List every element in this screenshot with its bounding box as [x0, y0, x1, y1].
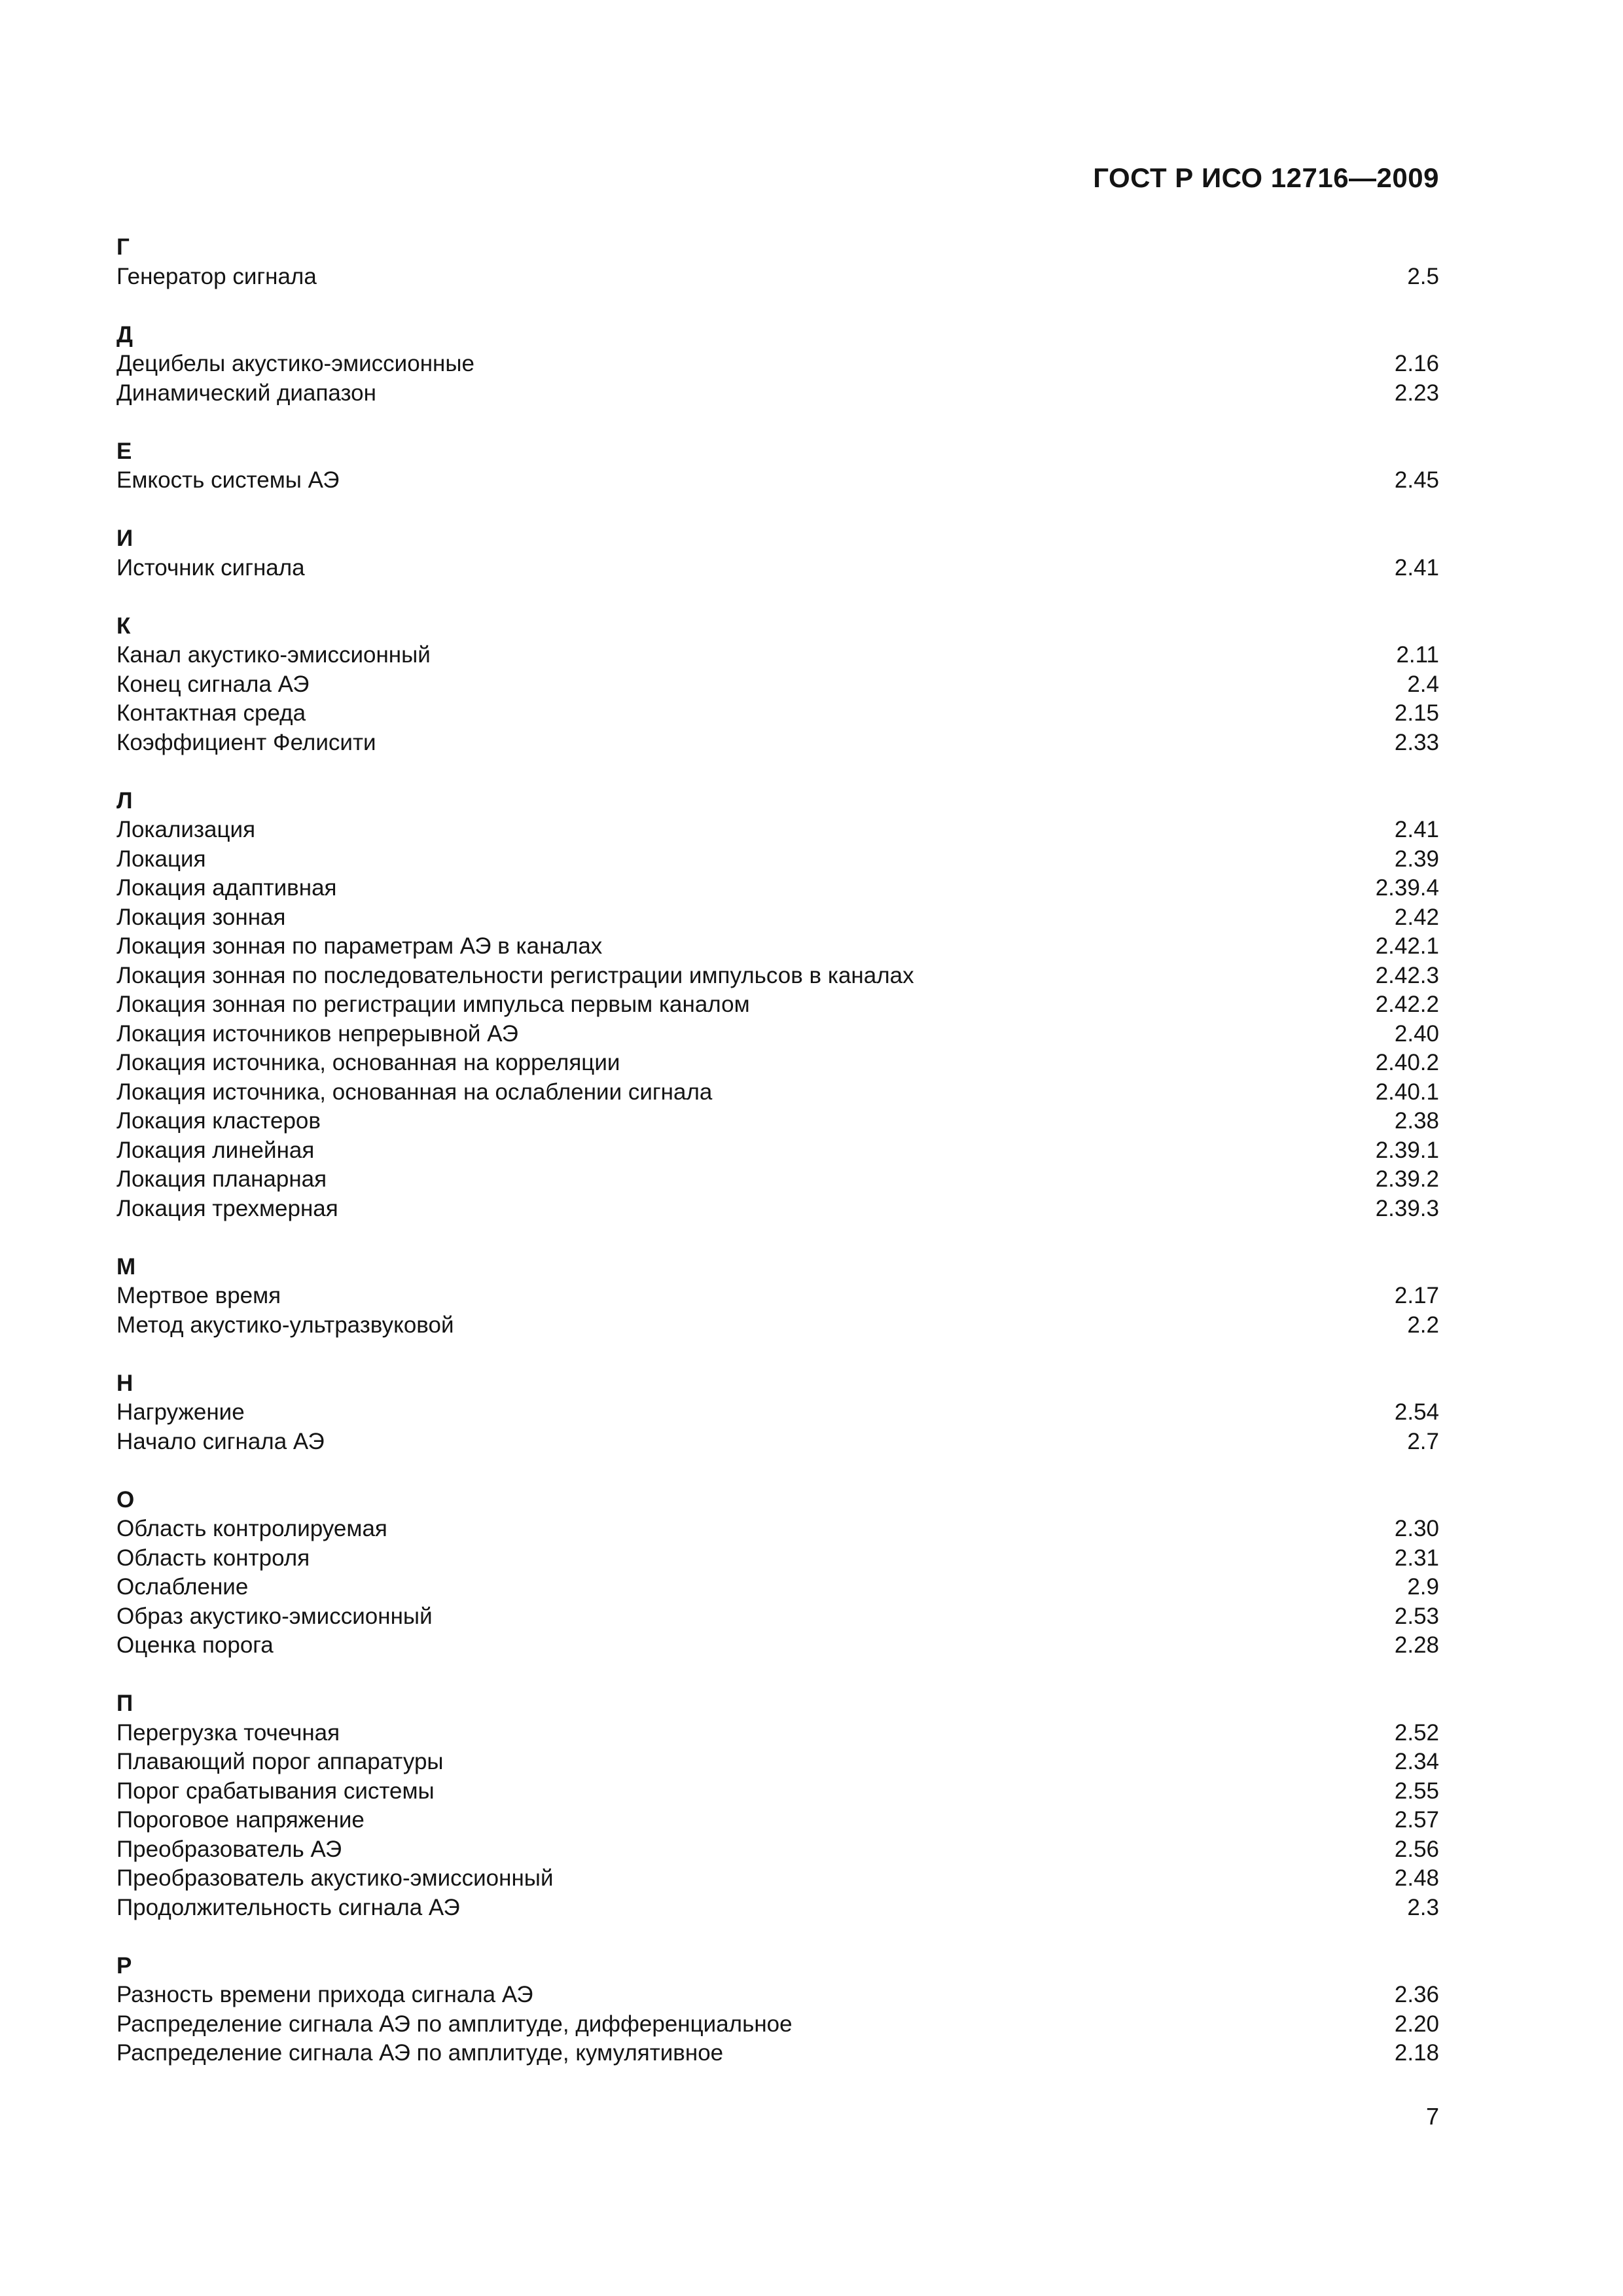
entry-term: Преобразователь акустико-эмиссионный — [116, 1865, 554, 1891]
entry-reference: 2.39 — [1394, 846, 1439, 872]
entry-reference: 2.42.3 — [1375, 962, 1439, 988]
entry-term: Источник сигнала — [116, 554, 305, 581]
entry-reference: 2.53 — [1394, 1603, 1439, 1629]
entry-term: Ослабление — [116, 1574, 249, 1600]
index-entry — [116, 1515, 1439, 1544]
section-letter: Л — [116, 787, 133, 814]
index-section — [116, 1689, 1439, 1922]
index-entry — [116, 1398, 1439, 1427]
entry-reference: 2.40 — [1394, 1020, 1439, 1047]
section-letter: Е — [116, 438, 132, 464]
section-letter: Н — [116, 1370, 134, 1396]
entry-reference: 2.11 — [1396, 642, 1439, 668]
index-entry — [116, 1893, 1439, 1923]
section-letter: Р — [116, 1952, 132, 1979]
index-section — [116, 787, 1439, 1224]
index-entry — [116, 1194, 1439, 1224]
entry-term: Область контролируемая — [116, 1516, 387, 1541]
index-entry — [116, 1107, 1439, 1136]
entry-term: Канал акустико-эмиссионный — [116, 642, 431, 668]
index-section — [116, 437, 1439, 495]
index-section — [116, 233, 1439, 291]
page-number: 7 — [1425, 2103, 1439, 2130]
entry-term: Порог срабатывания системы — [116, 1778, 435, 1804]
entry-reference: 2.40.2 — [1375, 1050, 1439, 1075]
entry-reference: 2.39.1 — [1375, 1137, 1439, 1163]
entry-reference: 2.33 — [1394, 729, 1439, 755]
entry-term: Перегрузка точечная — [116, 1719, 340, 1746]
entry-reference: 2.17 — [1394, 1283, 1439, 1308]
index-entry — [116, 932, 1439, 961]
entry-reference: 2.42.2 — [1375, 992, 1439, 1017]
entry-reference: 2.41 — [1394, 554, 1439, 581]
index-entry — [116, 961, 1439, 991]
entry-term: Динамический диапазон — [116, 380, 376, 406]
entry-reference: 2.45 — [1394, 467, 1439, 493]
entry-reference: 2.34 — [1394, 1749, 1439, 1774]
index-entry — [116, 990, 1439, 1020]
entry-term: Область контроля — [116, 1545, 310, 1571]
index-entry — [116, 1282, 1439, 1311]
entry-term: Генератор сигнала — [116, 263, 317, 289]
entry-term: Локация линейная — [116, 1137, 315, 1163]
section-letter: П — [116, 1691, 134, 1716]
index-entry — [116, 1835, 1439, 1865]
section-letter: Д — [116, 321, 133, 348]
entry-reference: 2.3 — [1407, 1894, 1439, 1920]
index-entry — [116, 728, 1439, 758]
index-entry — [116, 1078, 1439, 1107]
index-entry — [116, 699, 1439, 728]
index-entry — [116, 1136, 1439, 1166]
entry-reference: 2.30 — [1394, 1516, 1439, 1541]
entry-reference: 2.18 — [1394, 2040, 1439, 2066]
entry-term: Локация зонная по параметрам АЭ в каналах — [116, 933, 603, 959]
entry-term: Локация трехмерная — [116, 1195, 338, 1221]
alphabetical-index — [116, 233, 1439, 2097]
entry-reference: 2.52 — [1394, 1719, 1439, 1746]
entry-reference: 2.40.1 — [1375, 1079, 1439, 1105]
index-entry — [116, 2039, 1439, 2068]
entry-term: Децибелы акустико-эмиссионные — [116, 351, 474, 376]
entry-reference: 2.7 — [1407, 1428, 1439, 1454]
index-entry — [116, 1573, 1439, 1602]
entry-reference: 2.54 — [1394, 1399, 1439, 1425]
index-entry — [116, 262, 1439, 292]
document-header: ГОСТ Р ИСО 12716—2009 — [1093, 162, 1439, 193]
index-section — [116, 612, 1439, 758]
index-entry — [116, 466, 1439, 495]
entry-term: Мертвое время — [116, 1283, 281, 1308]
entry-term: Плавающий порог аппаратуры — [116, 1749, 444, 1774]
entry-term: Преобразователь АЭ — [116, 1836, 342, 1862]
index-entry — [116, 816, 1439, 845]
index-entry — [116, 554, 1439, 583]
section-letter: Г — [116, 234, 130, 260]
index-entry — [116, 1020, 1439, 1049]
entry-reference: 2.2 — [1407, 1312, 1439, 1338]
index-entry — [116, 1311, 1439, 1340]
entry-reference: 2.55 — [1394, 1778, 1439, 1804]
index-section — [116, 1369, 1439, 1457]
entry-reference: 2.16 — [1394, 351, 1439, 376]
index-section — [116, 1253, 1439, 1340]
entry-term: Продолжительность сигнала АЭ — [116, 1894, 460, 1920]
section-letter: О — [116, 1486, 135, 1513]
index-entry — [116, 903, 1439, 933]
entry-term: Локация источника, основанная на корреляции — [116, 1050, 620, 1075]
entry-term: Начало сигнала АЭ — [116, 1428, 325, 1454]
entry-reference: 2.31 — [1394, 1545, 1439, 1571]
entry-reference: 2.39.2 — [1375, 1166, 1439, 1192]
entry-reference: 2.39.4 — [1375, 875, 1439, 901]
entry-reference: 2.39.3 — [1375, 1195, 1439, 1221]
index-entry — [116, 350, 1439, 379]
entry-term: Локация источников непрерывной АЭ — [116, 1020, 518, 1047]
entry-reference: 2.57 — [1394, 1807, 1439, 1833]
entry-reference: 2.15 — [1394, 700, 1439, 726]
index-section — [116, 321, 1439, 408]
entry-reference: 2.36 — [1394, 1982, 1439, 2007]
entry-reference: 2.41 — [1394, 817, 1439, 842]
entry-term: Разность времени прихода сигнала АЭ — [116, 1982, 533, 2007]
entry-term: Локация адаптивная — [116, 875, 337, 901]
entry-term: Метод акустико-ультразвуковой — [116, 1312, 454, 1338]
entry-reference: 2.23 — [1394, 380, 1439, 406]
entry-term: Контактная среда — [116, 700, 306, 726]
entry-term: Распределение сигнала АЭ по амплитуде, кумулятивное — [116, 2040, 724, 2066]
index-entry — [116, 641, 1439, 670]
entry-reference: 2.48 — [1394, 1865, 1439, 1891]
section-letter: М — [116, 1253, 136, 1280]
entry-term: Локация планарная — [116, 1166, 327, 1192]
entry-reference: 2.42.1 — [1375, 933, 1439, 959]
entry-term: Пороговое напряжение — [116, 1807, 365, 1833]
entry-term: Оценка порога — [116, 1632, 274, 1658]
index-entry — [116, 1544, 1439, 1573]
entry-term: Коэффициент Фелисити — [116, 729, 376, 755]
index-entry — [116, 1427, 1439, 1457]
index-section — [116, 524, 1439, 583]
index-entry — [116, 2010, 1439, 2039]
entry-term: Нагружение — [116, 1399, 245, 1425]
index-entry — [116, 1719, 1439, 1748]
index-section — [116, 1486, 1439, 1660]
index-entry — [116, 1602, 1439, 1632]
entry-term: Распределение сигнала АЭ по амплитуде, дифференциальное — [116, 2011, 793, 2037]
entry-term: Локация кластеров — [116, 1108, 321, 1134]
entry-term: Локация — [116, 846, 206, 872]
index-entry — [116, 1748, 1439, 1777]
entry-reference: 2.38 — [1394, 1108, 1439, 1134]
index-section — [116, 1952, 1439, 2068]
entry-term: Образ акустико-эмиссионный — [116, 1603, 433, 1629]
entry-reference: 2.42 — [1394, 904, 1439, 930]
index-entry — [116, 845, 1439, 874]
entry-term: Локация источника, основанная на ослаблении сигнала — [116, 1079, 713, 1105]
entry-reference: 2.5 — [1407, 263, 1439, 289]
index-entry — [116, 1165, 1439, 1194]
entry-term: Локация зонная по регистрации импульса первым каналом — [116, 992, 750, 1017]
entry-reference: 2.56 — [1394, 1836, 1439, 1862]
entry-reference: 2.4 — [1407, 671, 1439, 697]
entry-term: Локализация — [116, 817, 256, 842]
index-entry — [116, 379, 1439, 408]
index-entry — [116, 1049, 1439, 1078]
entry-reference: 2.28 — [1394, 1632, 1439, 1658]
index-entry — [116, 1864, 1439, 1893]
section-letter: И — [116, 526, 134, 551]
entry-term: Конец сигнала АЭ — [116, 671, 310, 697]
entry-reference: 2.9 — [1407, 1574, 1439, 1600]
entry-reference: 2.20 — [1394, 2011, 1439, 2037]
index-entry — [116, 1981, 1439, 2010]
entry-term: Локация зонная по последовательности регистрации импульсов в каналах — [116, 962, 914, 988]
index-entry — [116, 1777, 1439, 1806]
index-entry — [116, 1631, 1439, 1660]
index-entry — [116, 670, 1439, 700]
index-entry — [116, 1806, 1439, 1835]
entry-term: Емкость системы АЭ — [116, 467, 340, 493]
section-letter: К — [116, 613, 131, 639]
index-entry — [116, 874, 1439, 903]
entry-term: Локация зонная — [116, 904, 286, 930]
